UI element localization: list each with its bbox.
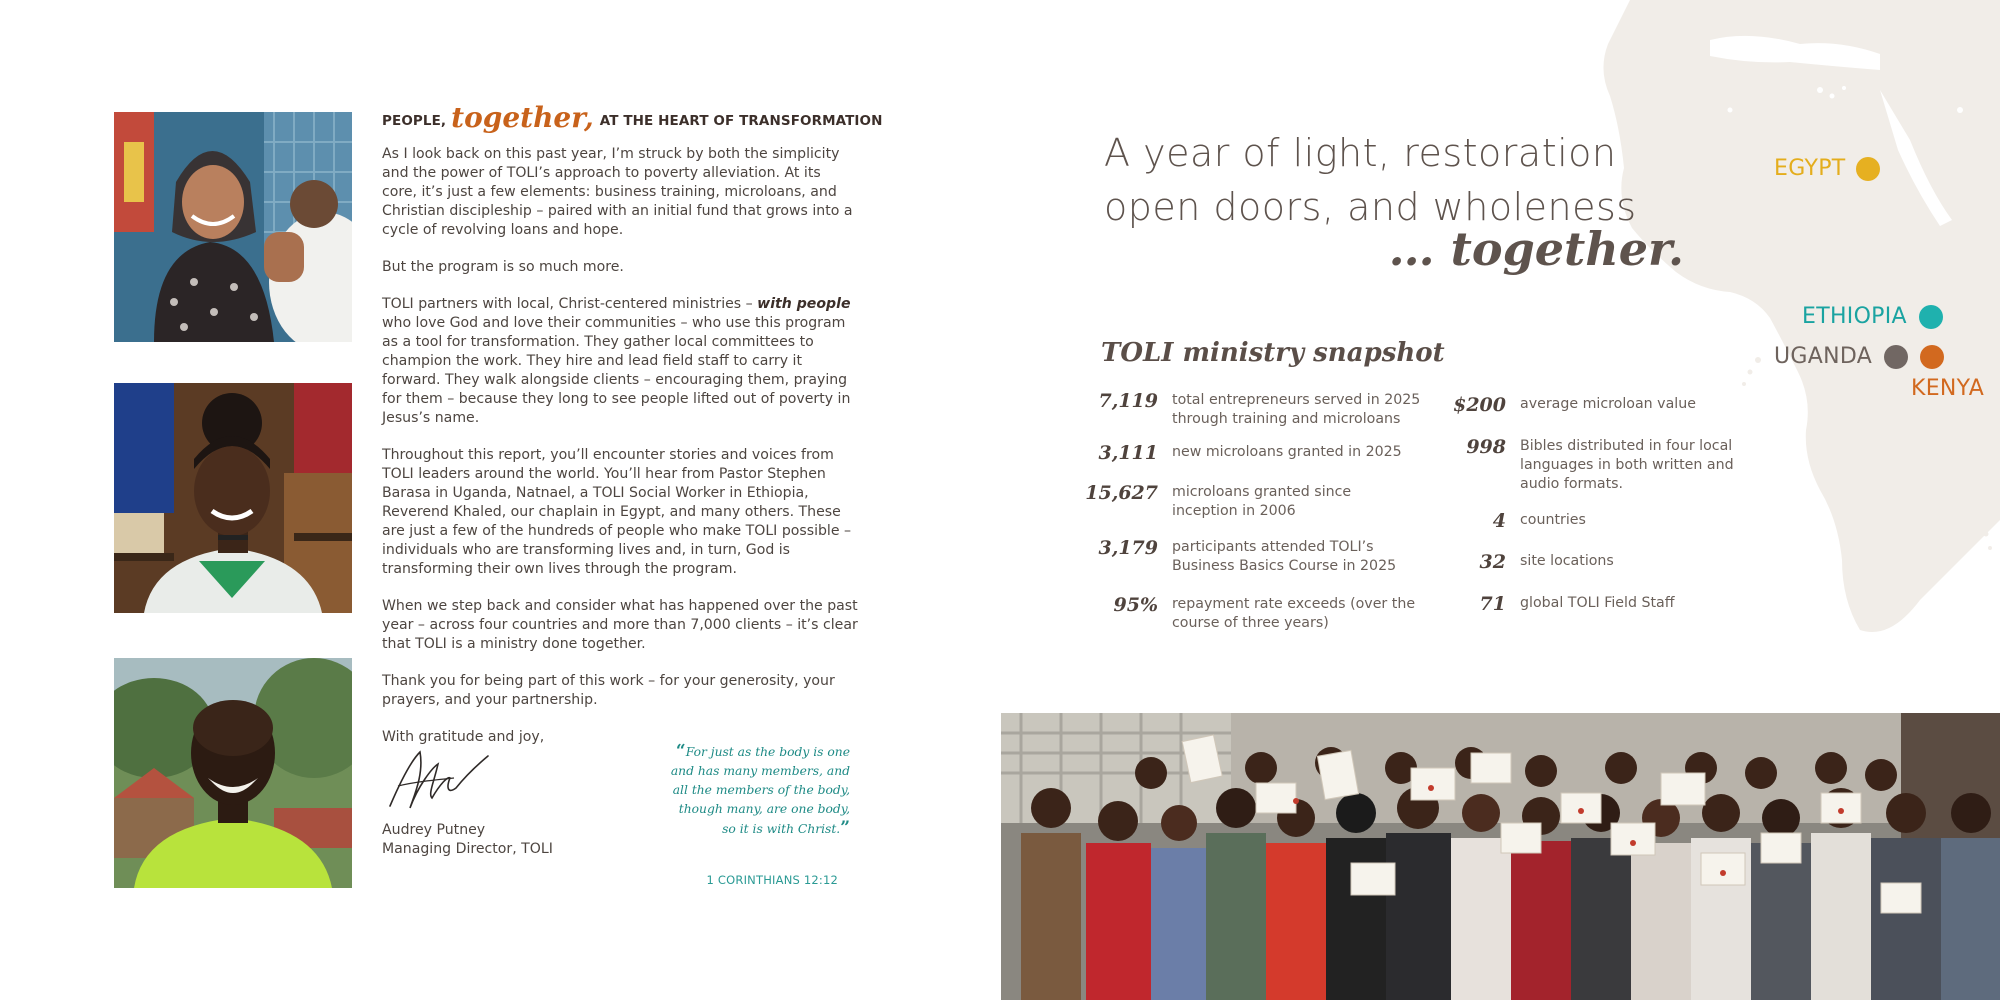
page-headline bbox=[1104, 126, 1684, 234]
egypt-marker-dot bbox=[1856, 157, 1880, 181]
quote-close-mark: ” bbox=[840, 818, 850, 838]
stat-item bbox=[1080, 537, 1422, 576]
headline-together-tagline: … together. bbox=[1388, 222, 1684, 276]
stat-item bbox=[1080, 482, 1372, 521]
stat-item bbox=[1440, 436, 1752, 494]
stat-description: repayment rate exceeds (over the course of three years) bbox=[1172, 596, 1416, 631]
snapshot-title: TOLI ministry snapshot bbox=[1101, 338, 1445, 368]
handwritten-signature bbox=[384, 738, 494, 814]
country-label-egypt bbox=[1774, 156, 1880, 181]
paragraph-3-emphasis: with people bbox=[757, 296, 851, 312]
stat-description: Bibles distributed in four local languages in both written and audio formats. bbox=[1520, 438, 1734, 492]
stat-description: participants attended TOLI’s Business Basics Course in 2025 bbox=[1172, 539, 1397, 574]
stat-value: 4 bbox=[1492, 510, 1506, 532]
signer-name: Audrey Putney bbox=[382, 822, 486, 838]
stat-item bbox=[1440, 551, 1750, 573]
heading-prefix: PEOPLE, bbox=[382, 113, 447, 129]
stat-description: global TOLI Field Staff bbox=[1520, 595, 1675, 611]
stat-value: $200 bbox=[1453, 394, 1506, 416]
stat-value: 71 bbox=[1479, 593, 1506, 615]
stat-description: average microloan value bbox=[1520, 396, 1696, 412]
headline-line-1: A year of light, restoration bbox=[1104, 131, 1617, 175]
uganda-label: UGANDA bbox=[1774, 344, 1873, 369]
stat-item bbox=[1080, 594, 1417, 633]
letter-closing: With gratitude and joy, bbox=[382, 729, 545, 745]
kenya-label: KENYA bbox=[1911, 376, 1985, 401]
stat-description: countries bbox=[1520, 512, 1586, 528]
stat-description: new microloans granted in 2025 bbox=[1172, 444, 1402, 460]
signer-title: Managing Director, TOLI bbox=[382, 841, 553, 857]
stat-item bbox=[1440, 510, 1750, 532]
stat-item bbox=[1080, 390, 1427, 429]
scripture-reference: 1 CORINTHIANS 12:12 bbox=[706, 873, 838, 887]
egypt-label: EGYPT bbox=[1774, 156, 1846, 181]
stat-item bbox=[1080, 442, 1427, 464]
letter-heading bbox=[382, 101, 883, 134]
country-label-kenya bbox=[1911, 376, 1984, 401]
letter-paragraph-5: When we step back and consider what has happened over the past year – across four countries and more than 7,000 clients – it’s clear that TOLI is a ministry done together. bbox=[382, 598, 858, 652]
stat-description: site locations bbox=[1520, 553, 1614, 569]
portrait-man-green-shirt-photo bbox=[114, 658, 352, 888]
stat-value: 7,119 bbox=[1098, 390, 1158, 412]
country-label-ethiopia bbox=[1802, 304, 1943, 329]
quote-open-mark: “ bbox=[675, 741, 686, 761]
letter-paragraph-6: Thank you for being part of this work – for your generosity, your prayers, and your partnership. bbox=[382, 673, 835, 708]
stat-value: 95% bbox=[1113, 594, 1158, 616]
director-letter bbox=[382, 101, 883, 765]
stat-value: 998 bbox=[1466, 436, 1506, 458]
kenya-marker-dot bbox=[1920, 345, 1944, 369]
stat-value: 32 bbox=[1479, 551, 1506, 573]
quote-text: For just as the body is one and has many members, and all the members of the body, though many, are one body, so it is with Christ. bbox=[670, 745, 850, 836]
heading-accent-together: together, bbox=[451, 101, 594, 134]
heading-suffix: AT THE HEART OF TRANSFORMATION bbox=[599, 113, 883, 129]
paragraph-3-start: TOLI partners with local, Christ-centered ministries – bbox=[382, 296, 758, 312]
ethiopia-label: ETHIOPIA bbox=[1802, 304, 1907, 329]
stat-value: 3,179 bbox=[1098, 537, 1158, 559]
graduates-group-photo bbox=[1001, 713, 2000, 1000]
letter-paragraph-2: But the program is so much more. bbox=[382, 259, 624, 275]
stat-description: microloans granted since inception in 2006 bbox=[1172, 484, 1352, 519]
uganda-marker-dot bbox=[1884, 345, 1908, 369]
signer-block bbox=[382, 821, 553, 859]
stat-description: total entrepreneurs served in 2025 through training and microloans bbox=[1172, 392, 1421, 427]
stat-value: 15,627 bbox=[1085, 482, 1158, 504]
stat-value: 3,111 bbox=[1098, 442, 1158, 464]
ethiopia-marker-dot bbox=[1919, 305, 1943, 329]
paragraph-3-end: who love God and love their communities – who use this program as a tool for transformation. They gather local committees to champion the work. They hire and lead field staff to carry it forward. They walk alongside clients – encouraging them, praying for them – because they long to see people lifted out of poverty in Jesus’s name. bbox=[382, 315, 851, 426]
letter-paragraph-4: Throughout this report, you’ll encounter stories and voices from TOLI leaders around the world. You’ll hear from Pastor Stephen Barasa in Uganda, Natnael, a TOLI Social Worker in Ethiopia, Reverend Khaled, our chaplain in Egypt, and many others. These are just a few of the hundreds of people who make TOLI possible – individuals who are transforming lives and, in turn, God is transforming their own lives through the program. bbox=[382, 447, 852, 577]
country-label-uganda bbox=[1774, 344, 1944, 369]
stat-item bbox=[1440, 593, 1750, 615]
portrait-smiling-woman-shop-photo bbox=[114, 383, 352, 613]
stat-item bbox=[1440, 394, 1750, 416]
letter-paragraph-1: As I look back on this past year, I’m struck by both the simplicity and the power of TOLI’s approach to poverty alleviation. At its core, it’s just a few elements: business training, microloans, and Christian discipleship – paired with an initial fund that grows into a cycle of revolving loans and hope. bbox=[382, 146, 853, 238]
portrait-woman-headscarf-photo bbox=[114, 112, 352, 342]
headline-line-2: open doors, and wholeness bbox=[1104, 185, 1637, 229]
scripture-quote bbox=[662, 742, 850, 839]
letter-paragraph-3 bbox=[382, 295, 858, 428]
